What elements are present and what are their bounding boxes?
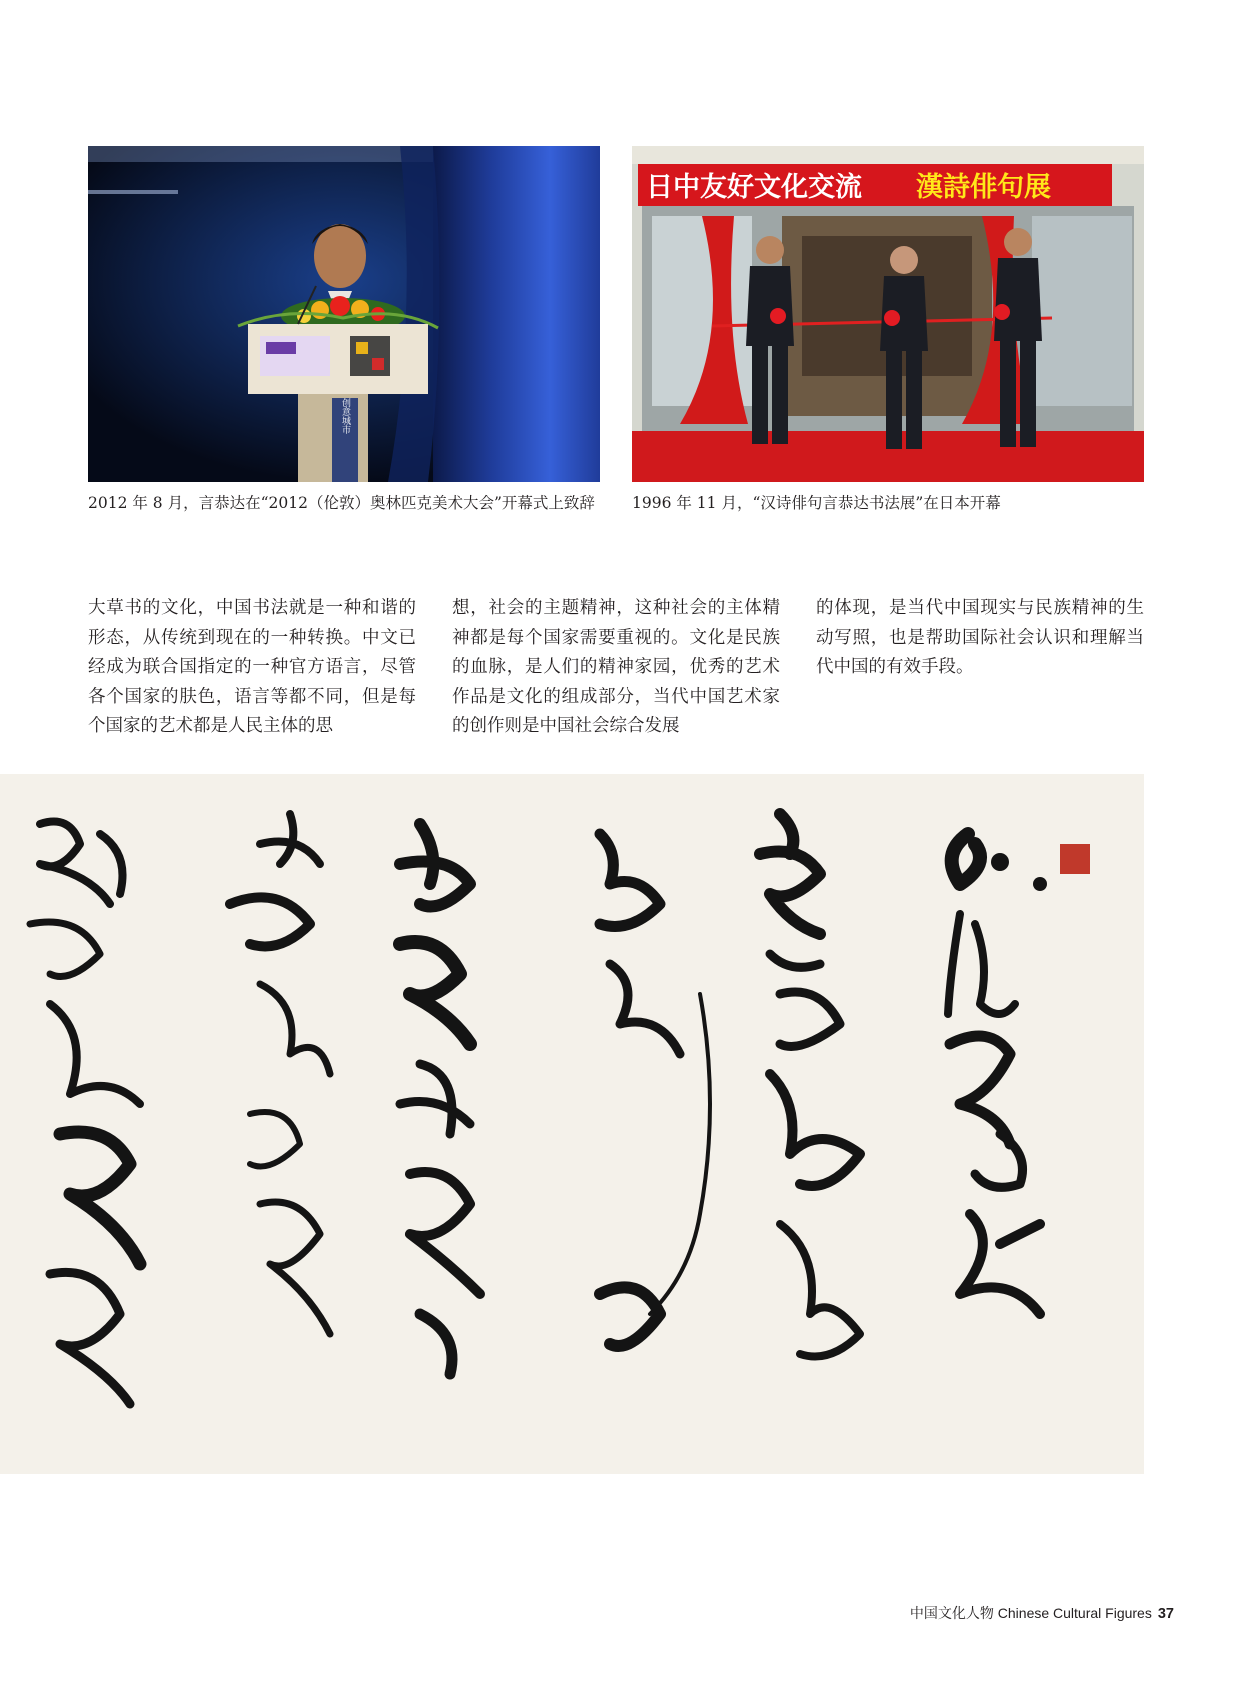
- banner-text-white: 日中友好文化交流: [646, 172, 862, 203]
- banner-text-yellow: 漢詩俳句展: [916, 172, 1051, 203]
- page-number: 37: [1157, 1606, 1174, 1622]
- article-column-3: 的体现，是当代中国现实与民族精神的生动写照，也是帮助国际社会认识和理解当代中国的有效手段。: [816, 598, 1144, 677]
- photo-speech-podium: [88, 146, 600, 482]
- caption-ribbon-photo: 1996 年 11 月，“汉诗俳句言恭达书法展”在日本开幕: [632, 494, 1001, 512]
- podium-text: 创意城市: [340, 398, 350, 434]
- calligraphy-image: [0, 774, 1144, 1474]
- article-column-1: 大草书的文化，中国书法就是一种和谐的形态，从传统到现在的一种转换。中文已经成为联合国指定的一种官方语言，尽管各个国家的肤色，语言等都不同，但是每个国家的艺术都是人民主体的思: [88, 598, 416, 736]
- calligraphy-artwork: [0, 774, 1144, 1474]
- photo-ribbon-cutting: [632, 146, 1144, 482]
- page-footer: [910, 1603, 1174, 1623]
- caption-speech-photo: 2012 年 8 月，言恭达在“2012（伦敦）奥林匹克美术大会”开幕式上致辞: [88, 494, 595, 512]
- seal-stamp: [1060, 844, 1090, 874]
- article-column-2: 想，社会的主题精神，这种社会的主体精神都是每个国家需要重视的。文化是民族的血脉，是人们的精神家园，优秀的艺术作品是文化的组成部分，当代中国艺术家的创作则是中国社会综合发展: [452, 598, 780, 736]
- magazine-name: 中国文化人物 Chinese Cultural Figures: [909, 1605, 1152, 1621]
- photo-speech-podium-image: [88, 146, 600, 482]
- photo-ribbon-cutting-image: [632, 146, 1144, 482]
